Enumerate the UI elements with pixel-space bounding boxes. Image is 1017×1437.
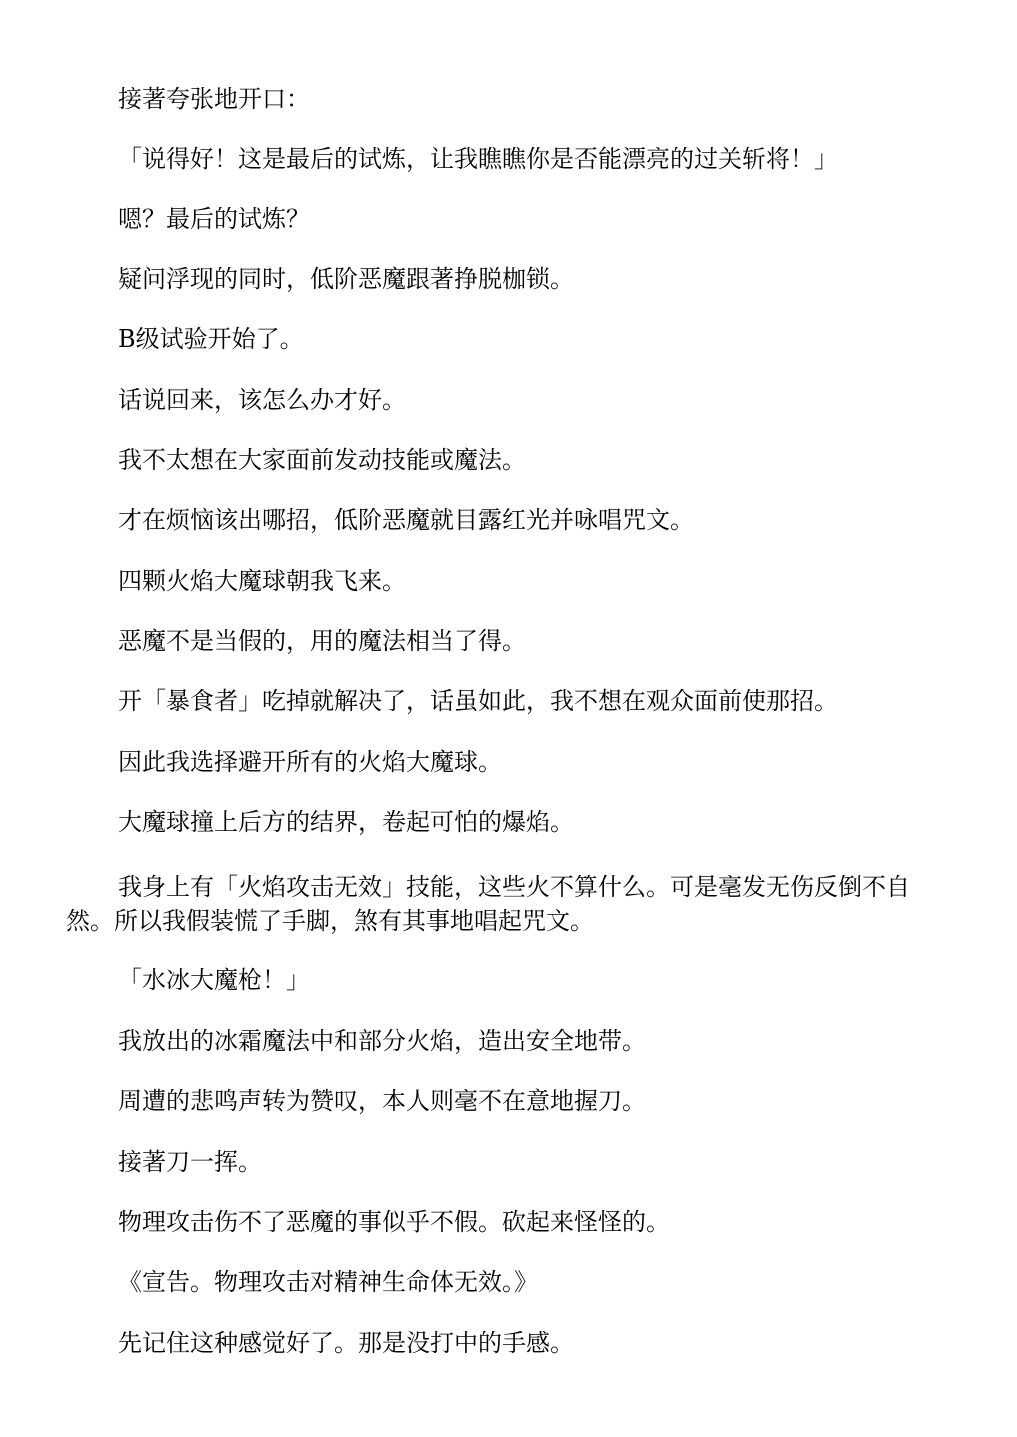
paragraph-10: 恶魔不是当假的，用的魔法相当了得。 [118,627,526,655]
paragraph-21: 先记住这种感觉好了。那是没打中的手感。 [118,1329,574,1357]
paragraph-4: 疑问浮现的同时，低阶恶魔跟著挣脱枷锁。 [118,265,574,293]
paragraph-18: 接著刀一挥。 [118,1148,262,1176]
paragraph-14: 我身上有「火焰攻击无效」技能，这些火不算什么。可是毫发无伤反倒不自然。所以我假装慌了手脚，煞有其事地唱起咒文。 [66,873,910,935]
paragraph-8: 才在烦恼该出哪招，低阶恶魔就目露红光并咏唱咒文。 [118,506,694,534]
paragraph-11: 开「暴食者」吃掉就解决了，话虽如此，我不想在观众面前使那招。 [118,687,838,715]
paragraph-13: 大魔球撞上后方的结界，卷起可怕的爆焰。 [118,808,574,836]
paragraph-1: 接著夸张地开口： [118,85,310,113]
paragraph-12: 因此我选择避开所有的火焰大魔球。 [118,748,502,776]
paragraph-19: 物理攻击伤不了恶魔的事似乎不假。砍起来怪怪的。 [118,1208,670,1236]
paragraph-9: 四颗火焰大魔球朝我飞来。 [118,567,406,595]
paragraph-2: 「说得好！这是最后的试炼，让我瞧瞧你是否能漂亮的过关斩将！」 [118,145,838,173]
paragraph-5: B级试验开始了。 [118,325,304,353]
paragraph-20: 《宣告。物理攻击对精神生命体无效。》 [118,1268,538,1296]
paragraph-16: 我放出的冰霜魔法中和部分火焰，造出安全地带。 [118,1027,646,1055]
paragraph-3: 嗯？最后的试炼？ [118,205,310,233]
paragraph-17: 周遭的悲鸣声转为赞叹，本人则毫不在意地握刀。 [118,1087,646,1115]
paragraph-7: 我不太想在大家面前发动技能或魔法。 [118,446,526,474]
paragraph-6: 话说回来，该怎么办才好。 [118,386,406,414]
paragraph-15: 「水冰大魔枪！」 [118,966,310,994]
